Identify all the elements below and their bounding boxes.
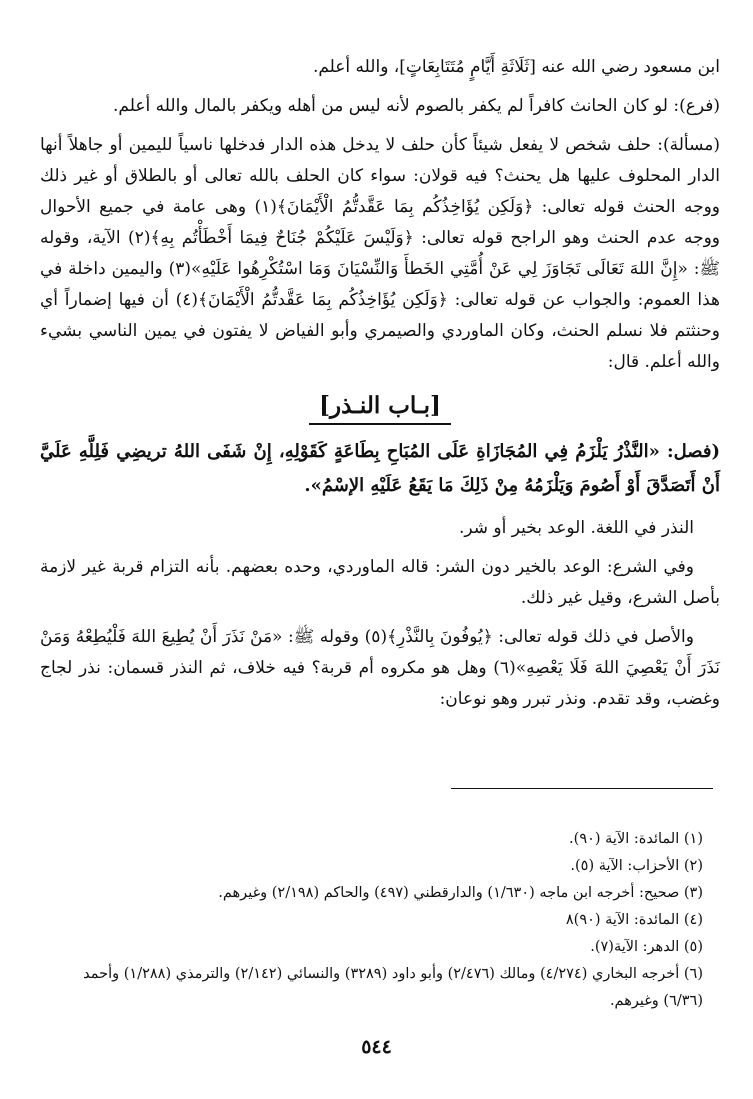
main-text xyxy=(40,52,720,723)
page-number: ٥٤٤ xyxy=(361,1036,392,1058)
paragraph-asl: والأصل في ذلك قوله تعالى: ﴿يُوفُونَ بِالنَّذْرِ﴾(٥) وقوله ﷺ: «مَنْ نَذَرَ أَنْ يُطِيعَ اللهَ فَلْيُطِعْهُ وَمَنْ نَذَرَ أَنْ يَعْصِيَ اللهَ فَلَا يَعْصِهِ»(٦) وهل هو مكروه أم قربة؟ فيه خلاف، ثم النذر قسمان: نذر لجاج وغضب، وقد تقدم. ونذر تبرر وهو نوعان: xyxy=(40,627,720,709)
paragraph-shar: وفي الشرع: الوعد بالخير دون الشر: قاله الماوردي، وحده بعضهم. بأنه التزام قربة غير لازمة بأصل الشرع، وقيل غير ذلك. xyxy=(40,557,720,608)
footnotes xyxy=(40,826,703,1015)
paragraph-masala: (مسألة): حلف شخص لا يفعل شيئاً كأن حلف لا يدخل هذه الدار فدخلها ناسياً لليمين أو جاهلاً أنها الدار المحلوف عليها هل يحنث؟ فيه قولان: سواء كان الحلف بالله تعالى أو بالطلاق أو غير ذلك ووجه الحنث قوله تعالى: ﴿وَلَكِن يُؤَاخِذُكُم بِمَا عَقَّدتُّمُ الْأَيْمَانَ﴾(١) وهى عامة في جميع الأحوال ووجه عدم الحنث وهو الراجح قوله تعالى: ﴿وَلَيْسَ عَلَيْكُمْ جُنَاحٌ فِيمَا أَخْطَأْتُم بِهِ﴾(٢) الآية، وقوله ﷺ: «إِنَّ اللهَ تَعَالَى تَجَاوَزَ لِي عَنْ أُمَّتِي الخَطأَ وَالنِّسْيَانَ وَمَا اسْتُكْرِهُوا عَلَيْهِ»(٣) واليمين داخلة في هذا العموم: والجواب عن قوله تعالى: ﴿وَلَكِن يُؤَاخِذُكُم بِمَا عَقَّدتُّمُ الْأَيْمَانَ﴾(٤) أن فيها إضماراً أي وحنثتم فلا نسلم الحنث، وكان الماوردي والصيمري وأبو الفياض لا يفتون في يمين الناسي بشيء والله أعلم. قال: xyxy=(40,135,720,372)
paragraph-far: (فرع): لو كان الحانث كافراً لم يكفر بالصوم لأنه ليس من أهله ويكفر بالمال والله أعلم. xyxy=(113,96,720,116)
footnote: (٣) صحيح: أخرجه ابن ماجه (١/٦٣٠) والدارقطني (٤٩٧) والحاكم (٢/١٩٨) وغيرهم. xyxy=(218,885,703,901)
footnote-separator xyxy=(451,788,713,789)
footnote: (٥) الدهر: الآية(٧). xyxy=(590,939,703,955)
fasl-paragraph: (فصل: «النَّذْرُ يَلْزَمُ فِي المُجَازَاةِ عَلَى المُبَاحِ بِطَاعَةٍ كَقَوْلِهِ، إِنْ شَفَى اللهُ تريضِي فَلِلَّهِ عَلَيَّ أَنْ أَتَصَدَّقَ أَوْ أَصُومَ وَيَلْزَمُهُ مِنْ ذَلِكَ مَا يَقَعُ عَلَيْهِ الإسْمُ». xyxy=(40,441,720,496)
chapter-heading-wrap xyxy=(40,392,720,425)
paragraph-intro: ابن مسعود رضي الله عنه [ثَلَاثَةِ أَيَّامٍ مُتَتَابِعَاتٍ]، والله أعلم. xyxy=(312,57,720,77)
chapter-title: [بـاب النـذر] xyxy=(309,392,451,425)
footnote: (٢) الأحزاب: الآية (٥). xyxy=(570,858,703,874)
footnote: (٦) أخرجه البخاري (٤/٢٧٤) ومالك (٢/٤٧٦) وأبو داود (٣٢٨٩) والنسائي (٢/١٤٢) والترمذي (١/٢٨٨) وأحمد (٦/٣٦) وغيرهم. xyxy=(83,966,703,1009)
paragraph-lugha: النذر في اللغة. الوعد بخير أو شر. xyxy=(458,518,694,538)
footnote: (١) المائدة: الآية (٩٠). xyxy=(569,831,703,847)
footnote: (٤) المائدة: الآية (٩٠)٨ xyxy=(565,912,703,928)
